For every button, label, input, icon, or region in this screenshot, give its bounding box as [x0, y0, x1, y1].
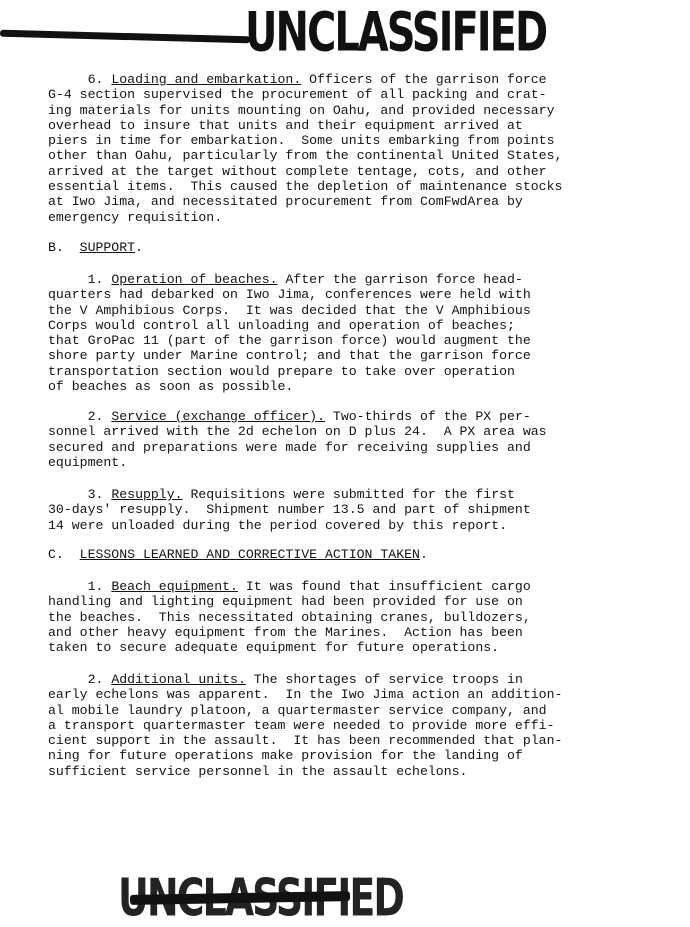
paragraph-b1	[48, 272, 648, 394]
text-line: The shortages of service troops in	[245, 672, 523, 687]
text-line: cient support in the assault. It has been recommended that plan-	[48, 733, 563, 749]
text-line: overhead to insure that units and their equipment arrived at	[48, 117, 523, 133]
paragraph-6-line	[48, 72, 648, 87]
section-b-heading	[48, 240, 648, 255]
paragraph-number: 2.	[87, 409, 104, 424]
text-line: of beaches as soon as possible.	[48, 379, 294, 395]
text-line: secured and preparations were made for receiving supplies and	[48, 439, 531, 455]
paragraph-b2	[48, 409, 648, 470]
text-line: transportation section would prepare to take over operation	[48, 363, 515, 379]
paragraph-c2	[48, 672, 648, 779]
stamp-smear-top	[0, 30, 250, 44]
text-line: G-4 section supervised the procurement of all packing and crat-	[48, 87, 547, 103]
text-line: at Iwo Jima, and necessitated procurement from ComFwdArea by	[48, 194, 523, 210]
section-letter: C.	[48, 547, 64, 562]
text-line: the V Amphibious Corps. It was decided that the V Amphibious	[48, 302, 531, 318]
paragraph-heading: Resupply.	[111, 487, 183, 502]
unclassified-stamp-bottom: UNCLASSIFIED	[118, 868, 403, 927]
text-line: the beaches. This necessitated obtaining cranes, bulldozers,	[48, 609, 531, 625]
paragraph-heading: Operation of beaches.	[111, 272, 278, 287]
section-title: SUPPORT	[79, 240, 136, 255]
paragraph-number: 6.	[87, 72, 104, 87]
paragraph-heading: Additional units.	[111, 672, 246, 687]
text-line: sufficient service personnel in the assault echelons.	[48, 763, 468, 779]
text-line: Requisitions were submitted for the first	[182, 487, 515, 502]
text-line: equipment.	[48, 454, 128, 470]
paragraph-heading: Service (exchange officer).	[111, 409, 326, 424]
text-line: It was found that insufficient cargo	[237, 579, 531, 594]
section-trail: .	[135, 240, 143, 255]
text-line: early echelons was apparent. In the Iwo Jima action an addition-	[48, 687, 563, 703]
section-title: LESSONS LEARNED AND CORRECTIVE ACTION TAKEN	[79, 547, 420, 562]
text-line: ning for future operations make provision for the landing of	[48, 748, 523, 764]
text-line: arrived at the target without complete tentage, cots, and other	[48, 163, 547, 179]
text-line: sonnel arrived with the 2d echelon on D plus 24. A PX area was	[48, 424, 547, 440]
paragraph-number: 1.	[87, 272, 104, 287]
text-line: taken to secure adequate equipment for future operations.	[48, 640, 500, 656]
text-line: Officers of the garrison force	[301, 72, 547, 87]
section-letter: B.	[48, 240, 64, 255]
text-line: emergency requisition.	[48, 209, 223, 225]
paragraph-number: 1.	[87, 579, 104, 594]
text-line: 30-days' resupply. Shipment number 13.5 and part of shipment	[48, 502, 531, 518]
section-trail: .	[419, 547, 428, 562]
text-line: 14 were unloaded during the period covered by this report.	[48, 517, 507, 533]
text-line: piers in time for embarkation. Some units embarking from points	[48, 133, 555, 149]
text-line: essential items. This caused the depletion of maintenance stocks	[48, 179, 563, 195]
text-line: handling and lighting equipment had been provided for use on	[48, 594, 523, 610]
text-line: ing materials for units mounting on Oahu, and provided necessary	[48, 102, 555, 118]
paragraph-heading: Beach equipment.	[111, 579, 238, 594]
text-line: shore party under Marine control; and that the garrison force	[48, 348, 531, 364]
text-line: that GroPac 11 (part of the garrison force) would augment the	[48, 333, 531, 349]
text-line: a transport quartermaster team were needed to provide more effi-	[48, 717, 555, 733]
text-line: quarters had debarked on Iwo Jima, conferences were held with	[48, 287, 531, 303]
paragraph-6	[48, 72, 648, 225]
paragraph-heading: Loading and embarkation.	[111, 72, 302, 87]
text-line: Corps would control all unloading and operation of beaches;	[48, 317, 515, 333]
paragraph-c1	[48, 579, 648, 655]
paragraph-b3	[48, 487, 648, 533]
paragraph-number: 3.	[87, 487, 104, 502]
text-line: al mobile laundry platoon, a quartermaster service company, and	[48, 702, 547, 718]
text-line: and other heavy equipment from the Marines. Action has been	[48, 624, 523, 640]
text-line: After the garrison force head-	[277, 272, 523, 287]
text-line: other than Oahu, particularly from the continental United States,	[48, 148, 563, 164]
text-line: Two-thirds of the PX per-	[325, 409, 531, 424]
unclassified-stamp-top: UNCLASSIFIED	[245, 2, 547, 65]
section-c-heading	[48, 547, 648, 562]
paragraph-number: 2.	[87, 672, 104, 687]
